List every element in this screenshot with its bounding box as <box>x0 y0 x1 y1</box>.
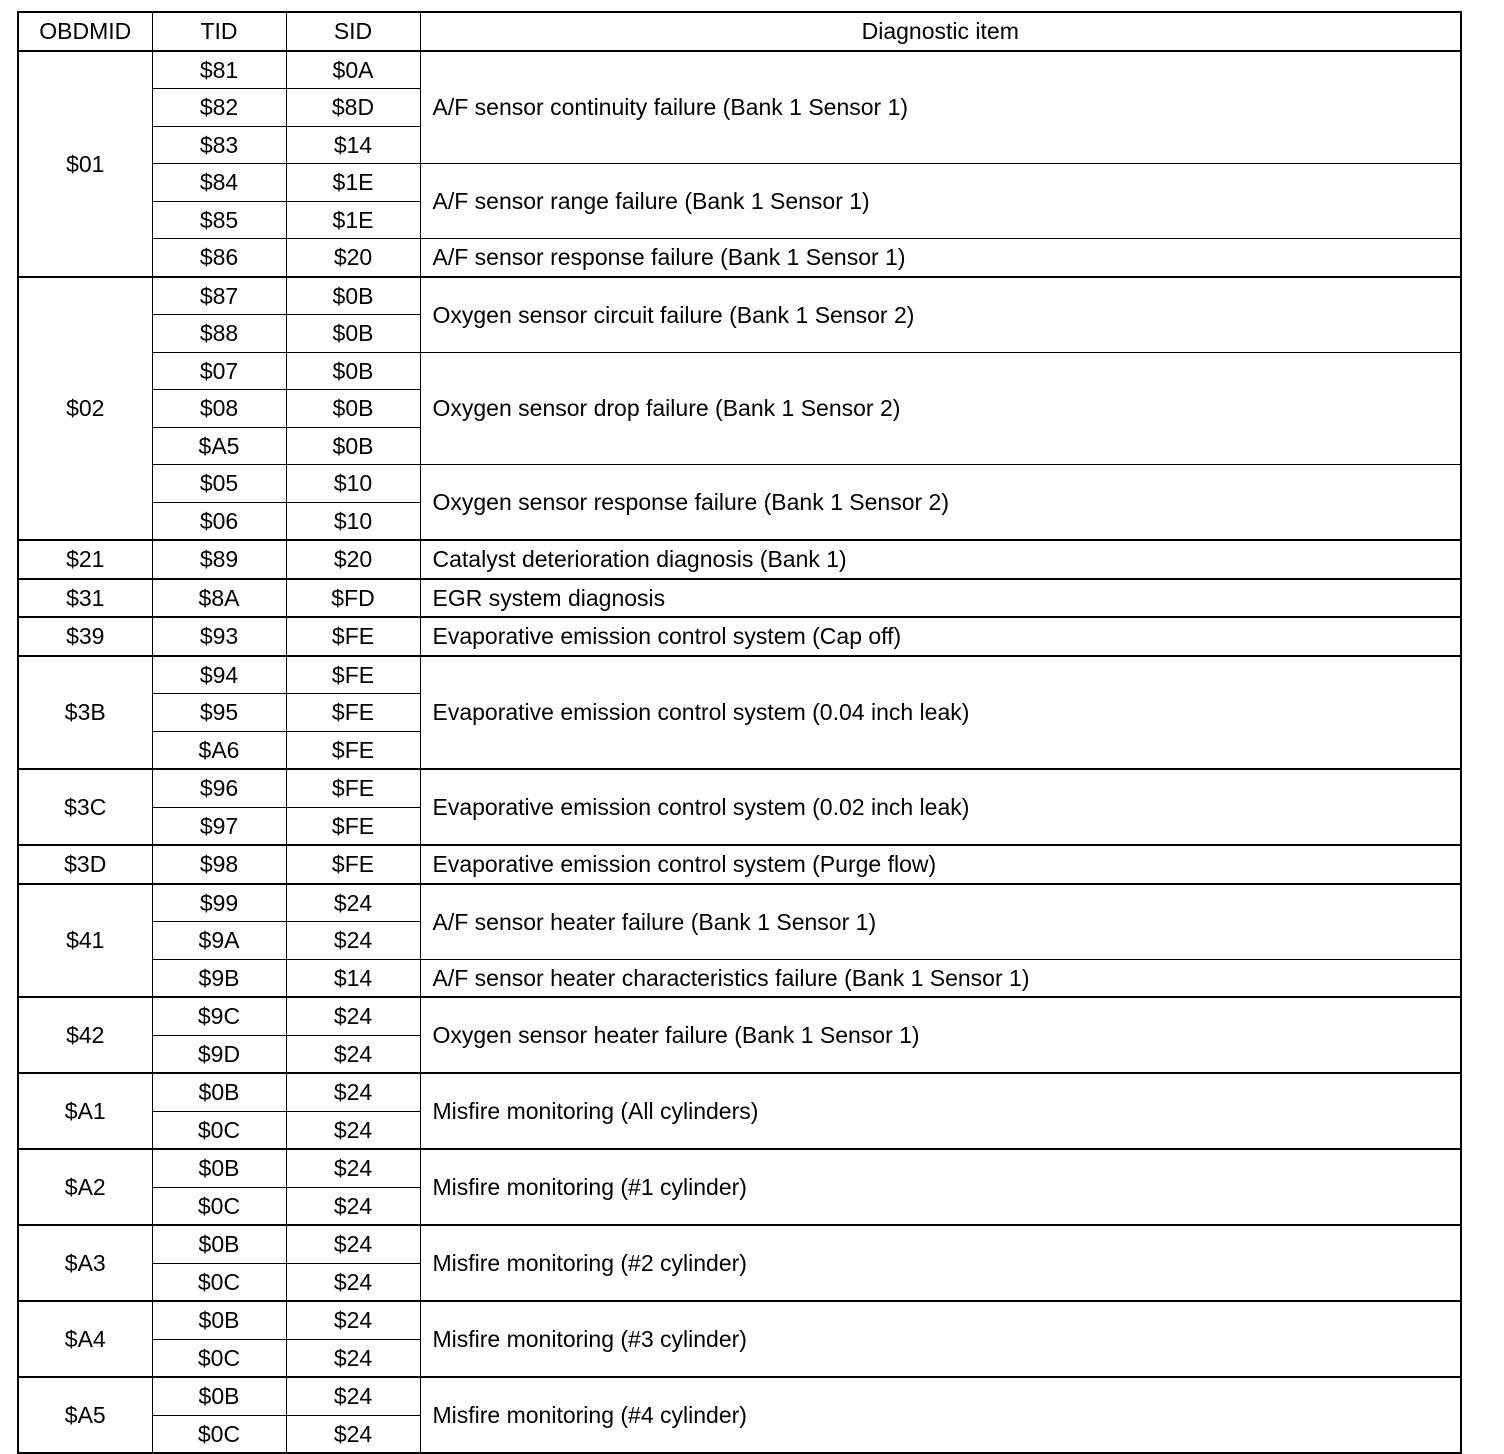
diagnostic-item-cell: Oxygen sensor drop failure (Bank 1 Sensor 2) <box>420 352 1461 465</box>
diagnostic-item-cell: Catalyst deterioration diagnosis (Bank 1) <box>420 540 1461 579</box>
tid-cell: $05 <box>152 465 286 503</box>
sid-cell: $20 <box>286 239 420 277</box>
table-row <box>18 239 1461 277</box>
sid-cell: $FE <box>286 807 420 845</box>
sid-cell: $14 <box>286 959 420 997</box>
obdmid-cell: $3D <box>18 845 152 884</box>
diagnostic-item-cell: A/F sensor heater failure (Bank 1 Sensor 1) <box>420 884 1461 960</box>
obdmid-cell: $A5 <box>18 1377 152 1453</box>
table-row <box>18 1377 1461 1415</box>
tid-cell: $93 <box>152 617 286 656</box>
table-row <box>18 277 1461 315</box>
diagnostic-item-cell: Misfire monitoring (#2 cylinder) <box>420 1225 1461 1301</box>
obdmid-cell: $02 <box>18 277 152 541</box>
tid-cell: $0B <box>152 1149 286 1187</box>
sid-cell: $24 <box>286 1225 420 1263</box>
tid-cell: $98 <box>152 845 286 884</box>
obdmid-cell: $3C <box>18 769 152 845</box>
sid-cell: $10 <box>286 502 420 540</box>
sid-cell: $0B <box>286 390 420 428</box>
tid-cell: $87 <box>152 277 286 315</box>
diagnostic-item-cell: Oxygen sensor response failure (Bank 1 Sensor 2) <box>420 465 1461 541</box>
sid-cell: $24 <box>286 1377 420 1415</box>
tid-cell: $0B <box>152 1073 286 1111</box>
sid-cell: $8D <box>286 89 420 127</box>
diagnostic-item-cell: A/F sensor response failure (Bank 1 Sensor 1) <box>420 239 1461 277</box>
obdmid-cell: $A2 <box>18 1149 152 1225</box>
table-row <box>18 884 1461 922</box>
diagnostic-item-cell: A/F sensor heater characteristics failure (Bank 1 Sensor 1) <box>420 959 1461 997</box>
obdmid-cell: $21 <box>18 540 152 579</box>
diagnostic-item-cell: Misfire monitoring (#4 cylinder) <box>420 1377 1461 1453</box>
tid-cell: $A6 <box>152 731 286 769</box>
sid-cell: $24 <box>286 1339 420 1377</box>
sid-cell: $FD <box>286 579 420 618</box>
sid-cell: $24 <box>286 1111 420 1149</box>
diagnostic-item-cell: Misfire monitoring (#1 cylinder) <box>420 1149 1461 1225</box>
tid-cell: $81 <box>152 51 286 89</box>
obdmid-cell: $A1 <box>18 1073 152 1149</box>
sid-cell: $1E <box>286 201 420 239</box>
header-tid: TID <box>152 12 286 51</box>
table-row <box>18 769 1461 807</box>
tid-cell: $0C <box>152 1187 286 1225</box>
diagnostic-item-cell: Oxygen sensor circuit failure (Bank 1 Sensor 2) <box>420 277 1461 353</box>
sid-cell: $0B <box>286 427 420 465</box>
sid-cell: $24 <box>286 1415 420 1453</box>
sid-cell: $0B <box>286 352 420 390</box>
sid-cell: $24 <box>286 1301 420 1339</box>
table-row <box>18 579 1461 618</box>
tid-cell: $9A <box>152 922 286 960</box>
sid-cell: $FE <box>286 656 420 694</box>
table-row <box>18 164 1461 202</box>
sid-cell: $10 <box>286 465 420 503</box>
diagnostic-item-cell: A/F sensor continuity failure (Bank 1 Sensor 1) <box>420 51 1461 164</box>
sid-cell: $1E <box>286 164 420 202</box>
obdmid-cell: $A4 <box>18 1301 152 1377</box>
table-row <box>18 1073 1461 1111</box>
table-row <box>18 1149 1461 1187</box>
table-row <box>18 656 1461 694</box>
diagnostic-item-cell: Misfire monitoring (#3 cylinder) <box>420 1301 1461 1377</box>
sid-cell: $FE <box>286 769 420 807</box>
table-row <box>18 465 1461 503</box>
sid-cell: $24 <box>286 1187 420 1225</box>
diagnostic-item-cell: Evaporative emission control system (Purge flow) <box>420 845 1461 884</box>
table-row <box>18 540 1461 579</box>
table-body <box>18 51 1461 1454</box>
obdmid-table <box>17 11 1462 1454</box>
header-diagnostic-item: Diagnostic item <box>420 12 1461 51</box>
tid-cell: $96 <box>152 769 286 807</box>
sid-cell: $24 <box>286 1035 420 1073</box>
tid-cell: $0C <box>152 1263 286 1301</box>
tid-cell: $06 <box>152 502 286 540</box>
obdmid-cell: $01 <box>18 51 152 277</box>
sid-cell: $24 <box>286 1073 420 1111</box>
sid-cell: $24 <box>286 884 420 922</box>
tid-cell: $0B <box>152 1377 286 1415</box>
sid-cell: $24 <box>286 1149 420 1187</box>
header-row <box>18 12 1461 51</box>
obdmid-cell: $41 <box>18 884 152 998</box>
diagnostic-item-cell: EGR system diagnosis <box>420 579 1461 618</box>
tid-cell: $A5 <box>152 427 286 465</box>
table-row <box>18 51 1461 89</box>
diagnostic-item-cell: Evaporative emission control system (0.02 inch leak) <box>420 769 1461 845</box>
table-row <box>18 997 1461 1035</box>
table-row <box>18 352 1461 390</box>
tid-cell: $94 <box>152 656 286 694</box>
tid-cell: $85 <box>152 201 286 239</box>
sid-cell: $0B <box>286 315 420 353</box>
sid-cell: $0B <box>286 277 420 315</box>
tid-cell: $0B <box>152 1301 286 1339</box>
tid-cell: $89 <box>152 540 286 579</box>
tid-cell: $82 <box>152 89 286 127</box>
tid-cell: $08 <box>152 390 286 428</box>
sid-cell: $20 <box>286 540 420 579</box>
table-row <box>18 617 1461 656</box>
obdmid-cell: $39 <box>18 617 152 656</box>
table-row <box>18 1301 1461 1339</box>
tid-cell: $07 <box>152 352 286 390</box>
diagnostic-item-cell: Misfire monitoring (All cylinders) <box>420 1073 1461 1149</box>
tid-cell: $0B <box>152 1225 286 1263</box>
header-obdmid: OBDMID <box>18 12 152 51</box>
obdmid-cell: $31 <box>18 579 152 618</box>
table-row <box>18 959 1461 997</box>
diagnostic-item-cell: Oxygen sensor heater failure (Bank 1 Sensor 1) <box>420 997 1461 1073</box>
table-row <box>18 1225 1461 1263</box>
tid-cell: $83 <box>152 126 286 164</box>
sid-cell: $14 <box>286 126 420 164</box>
tid-cell: $9D <box>152 1035 286 1073</box>
obdmid-cell: $3B <box>18 656 152 770</box>
sid-cell: $24 <box>286 997 420 1035</box>
table-row <box>18 845 1461 884</box>
obdmid-cell: $42 <box>18 997 152 1073</box>
tid-cell: $0C <box>152 1415 286 1453</box>
sid-cell: $FE <box>286 694 420 732</box>
tid-cell: $84 <box>152 164 286 202</box>
header-sid: SID <box>286 12 420 51</box>
tid-cell: $86 <box>152 239 286 277</box>
sid-cell: $FE <box>286 731 420 769</box>
obdmid-cell: $A3 <box>18 1225 152 1301</box>
tid-cell: $99 <box>152 884 286 922</box>
tid-cell: $95 <box>152 694 286 732</box>
sid-cell: $0A <box>286 51 420 89</box>
tid-cell: $9B <box>152 959 286 997</box>
tid-cell: $9C <box>152 997 286 1035</box>
sid-cell: $24 <box>286 1263 420 1301</box>
diagnostic-item-cell: Evaporative emission control system (Cap off) <box>420 617 1461 656</box>
tid-cell: $8A <box>152 579 286 618</box>
diagnostic-item-cell: A/F sensor range failure (Bank 1 Sensor 1) <box>420 164 1461 239</box>
sid-cell: $24 <box>286 922 420 960</box>
tid-cell: $0C <box>152 1111 286 1149</box>
tid-cell: $0C <box>152 1339 286 1377</box>
tid-cell: $97 <box>152 807 286 845</box>
sid-cell: $FE <box>286 617 420 656</box>
tid-cell: $88 <box>152 315 286 353</box>
diagnostic-item-cell: Evaporative emission control system (0.04 inch leak) <box>420 656 1461 770</box>
sid-cell: $FE <box>286 845 420 884</box>
